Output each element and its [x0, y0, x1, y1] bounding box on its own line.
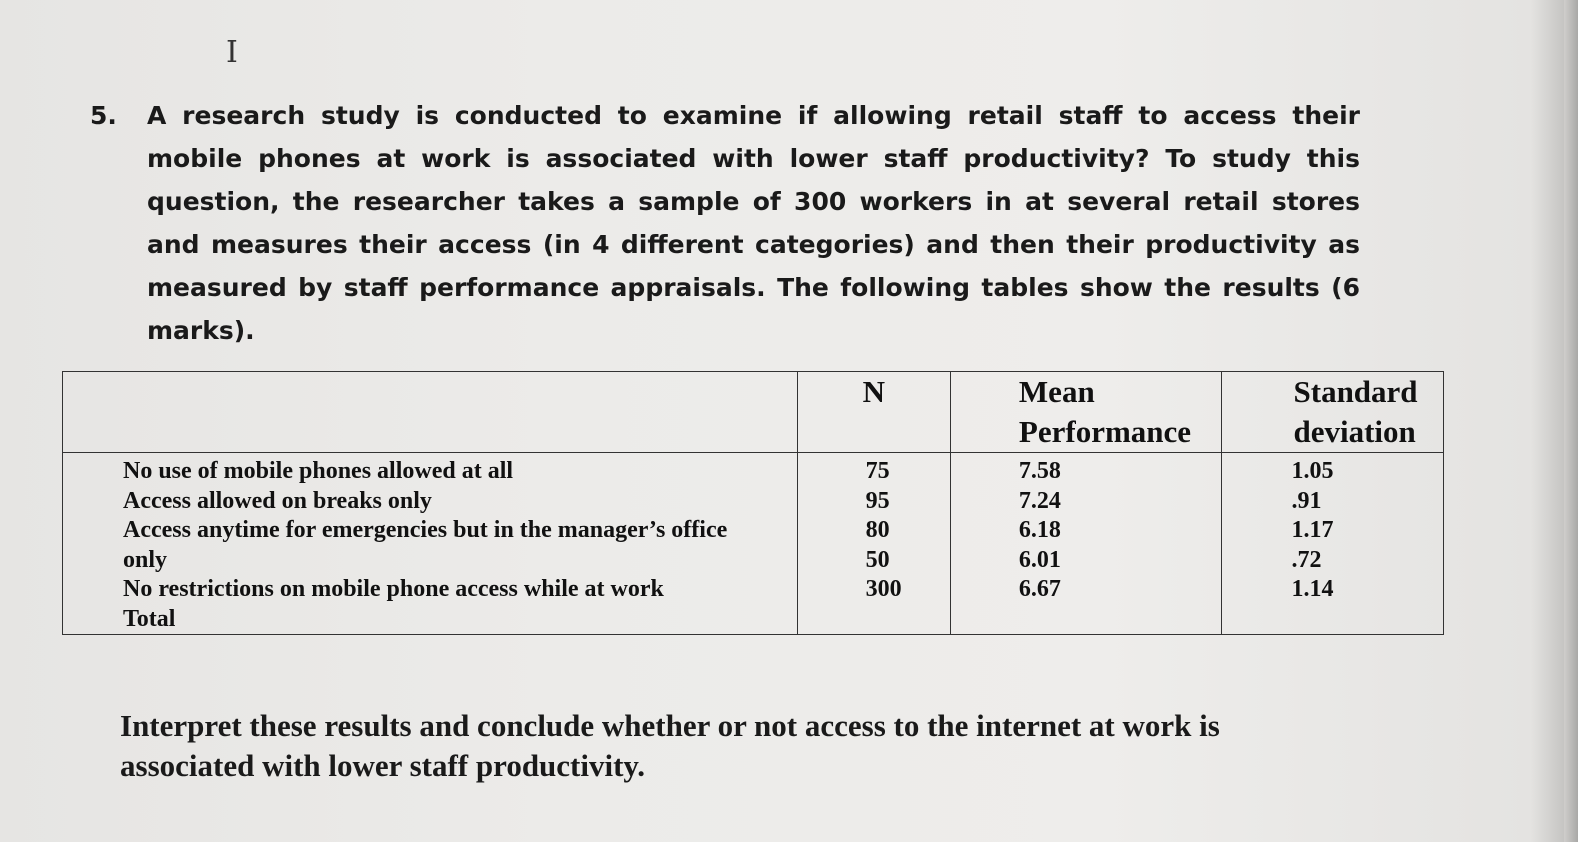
header-n: N: [797, 372, 950, 453]
row-label: Total: [123, 605, 176, 632]
row-label: Access anytime for emergencies but in the manager’s office: [123, 517, 728, 543]
table-body-row: [63, 453, 1444, 635]
header-sd-line: deviation: [1293, 414, 1416, 449]
header-mean-line: Mean: [1018, 374, 1095, 409]
header-sd-line: Standard: [1293, 374, 1418, 409]
header-standard-deviation: [1221, 372, 1444, 453]
header-label: [63, 372, 798, 453]
n-value: 80: [865, 517, 890, 543]
sd-value: 1.05: [1291, 458, 1334, 484]
sd-value: .72: [1291, 546, 1322, 573]
mean-value: 6.67: [1018, 576, 1061, 602]
n-cell: [797, 453, 950, 635]
mean-value: 6.18: [1018, 517, 1061, 543]
mean-cell: [950, 453, 1221, 635]
instruction-text: Interpret these results and conclude whether or not access to the internet at work is associated with lower staff productivity.: [120, 708, 1220, 783]
mean-value: 7.24: [1018, 487, 1061, 514]
sd-value: .91: [1291, 487, 1322, 514]
sd-value: 1.17: [1291, 517, 1334, 543]
label-cell: [63, 453, 798, 635]
row-label: Access allowed on breaks only: [123, 487, 432, 514]
text-cursor-icon: I: [226, 35, 238, 70]
n-value: 75: [865, 458, 890, 484]
table-header-row: [63, 372, 1444, 453]
row-label: No restrictions on mobile phone access while at work: [123, 576, 664, 602]
header-mean-line: Performance: [1018, 414, 1192, 449]
n-value: 300: [865, 576, 902, 602]
row-label: only: [123, 546, 168, 573]
results-table: [62, 371, 1444, 635]
question-number: 5.: [90, 101, 117, 130]
row-label: No use of mobile phones allowed at all: [123, 458, 514, 484]
question: [90, 94, 1360, 352]
mean-value: 6.01: [1018, 546, 1061, 573]
sd-value: 1.14: [1291, 576, 1334, 602]
n-value: 50: [865, 546, 890, 573]
header-mean-performance: [950, 372, 1221, 453]
n-value: 95: [865, 487, 890, 514]
sd-cell: [1221, 453, 1444, 635]
question-text: A research study is conducted to examine if allowing retail staff to access their mobile phones at work is associated with lower staff productivity? To study this question, the researcher takes a sample of 300 workers in at several retail stores and measures their access (in 4 different categories) and then their productivity as measured by staff performance appraisals. The following tables show the results (6 marks).: [147, 101, 1360, 345]
mean-value: 7.58: [1018, 458, 1061, 484]
page-edge: [1564, 0, 1578, 842]
